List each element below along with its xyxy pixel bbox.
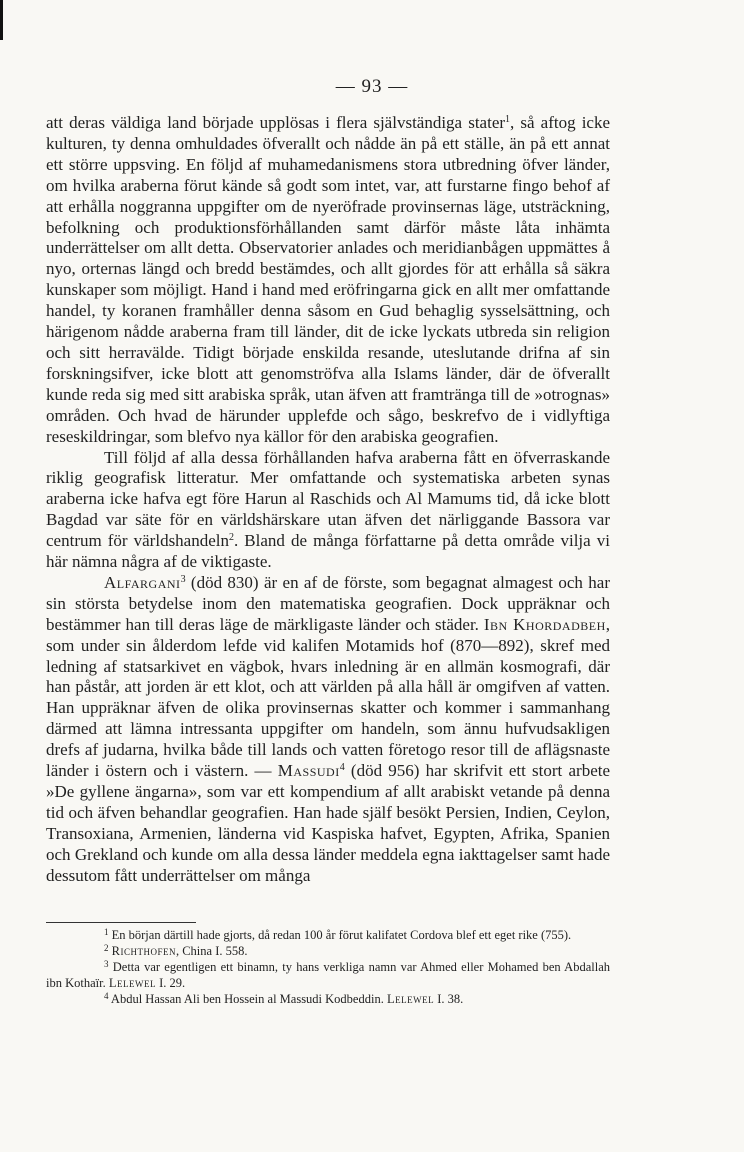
footnote-4 [46,991,610,1007]
cited-author: Lelewel [386,992,435,1006]
paragraph-2 [46,448,610,573]
text-run: Till följd af alla dessa förhållanden hafva araberna fått en öfverraskande riklig geografisk litteratur. Mer omfattande och systematiska arbeten synas araberna icke hafva egt före Harun al Raschids och Al Mamums tid, då icke blott Bagdad var säte för en världshärskare utan äfven det närliggande Bassora var centrum för världshandeln [46,447,610,551]
author-name-massudi: Massudi [277,761,340,781]
text-run: , som under sin ålderdom lefde vid kalifen Motamids hof (870—892), skref med ledning af statsarkivet en vägbok, hvars inledning är en allmän kosmografi, där han påstår, att jorden är ett klot, och att världen på alla håll är omgifven af vatten. Han uppräknar äfven de olika provinsernas skatter och kommer i sammanhang därmed att lämna intressanta uppgifter om handeln, som ännu hufvudsakligen drefs af judarna, hvilka både till lands och vatten företogo resor till de aflägsnaste länder i östern och i västern. — [46,614,610,781]
footnote-text: I. 38. [434,992,464,1006]
cited-author: Lelewel [108,976,156,990]
footnote-ref-3: 3 [180,573,186,585]
footnote-3 [46,959,610,991]
body-text [46,113,610,887]
footnote-marker: 1 [104,927,109,937]
text-run: att deras väldiga land började upplösas i flera självständiga stater [46,113,506,132]
footnote-1 [46,927,610,943]
text-run: (död 830) är en af de förste, som begagnat almagest och har sin största betydelse inom den matematiska geografien. Dock uppräknar och bestämmer han till deras läge de märkligaste länder och städer. [46,572,610,634]
footnote-ref-1: 1 [505,114,511,125]
footnotes [46,927,610,1007]
footnote-marker: 2 [104,943,109,953]
footnote-text: Abdul Hassan Ali ben Hossein al Massudi Kodbeddin. [108,992,387,1006]
author-name-ibn-khordadbeh: Ibn Khordadbeh [483,614,606,634]
footnote-ref-2: 2 [229,532,234,544]
page-number: — 93 — [335,76,409,97]
footnote-text: , China I. 558. [175,944,248,958]
footnote-marker: 4 [104,991,109,1001]
footnote-separator [46,922,196,923]
footnote-text: I. 29. [155,976,186,990]
cited-author: Richthofen [111,944,176,958]
footnote-marker: 3 [104,959,109,969]
footnote-text: Detta var egentligen ett binamn, ty hans verkliga namn var Ahmed eller Mohamed ben Abdallah ibn Kothaïr. [46,960,610,990]
footnote-2 [46,943,610,959]
page-edge-mark [0,0,3,40]
text-run: , så aftog icke kulturen, ty denna omhuldades öfverallt och nådde än på ett ställe, än på ett annat ett större uppsving. En följd af muhamedanismens stora utbredning öfver länder, om hvilka araberna förut kände så godt som intet, var, att furstarne fingo behof af att erhålla noggranna uppgifter om de nyeröfrade provinsernas läge, utsträckning, befolkning och produktionsförhållanden samt därför måste låta inhämta underrättelser om allt detta. Observatorier anlades och meridianbågen uppmättes å nyo, orternas längd och bredd bestämdes, och allt gjordes för att erhålla så säkra kunskaper som möjligt. Hand i hand med eröfringarna gick en allt mer omfattande handel, ty koranen framhåller denna såsom en Gud behaglig sysselsättning, och härigenom nådde araberna fram till länder, dit de icke lyckats utbreda sin religion och sitt herravälde. Tidigt började enskilda resande, uteslutande drifna af sin forskningsifver, icke blott att genomströfva alla Islams länder, där de öfverallt kunde reda sig med sitt arabiska språk, utan äfven att framtränga till de »otrognas» områden. Och hvad de härunder upplefde och sågo, beskrefvo de i vidlyftiga reseskildringar, som blefvo nya källor för den arabiska geografien. [46,113,611,446]
paragraph-3 [46,573,610,887]
paragraph-1 [46,113,610,448]
footnote-ref-4: 4 [339,762,345,774]
text-run: (död 956) har skrifvit ett stort arbete »De gyllene ängarna», som var ett kompendium af allt arabiskt vetande på denna tid och äfven behandlar geografien. Han hade själf besökt Persien, Indien, Ceylon, Transoxiana, Armenien, länderna vid Kaspiska hafvet, Egypten, Afrika, Spanien och Grekland och kunde om alla dessa länder meddela egna iakttagelser samt hade dessutom fått underrättelser om många [46,761,611,885]
author-name-alfargani: Alfargani [104,572,181,592]
footnote-text: En början därtill hade gjorts, då redan 100 år förut kalifatet Cordova blef ett eget rike (755). [108,928,572,942]
text-run: . Bland de många författarne på detta område vilja vi här nämna några af de viktigaste. [46,531,610,572]
